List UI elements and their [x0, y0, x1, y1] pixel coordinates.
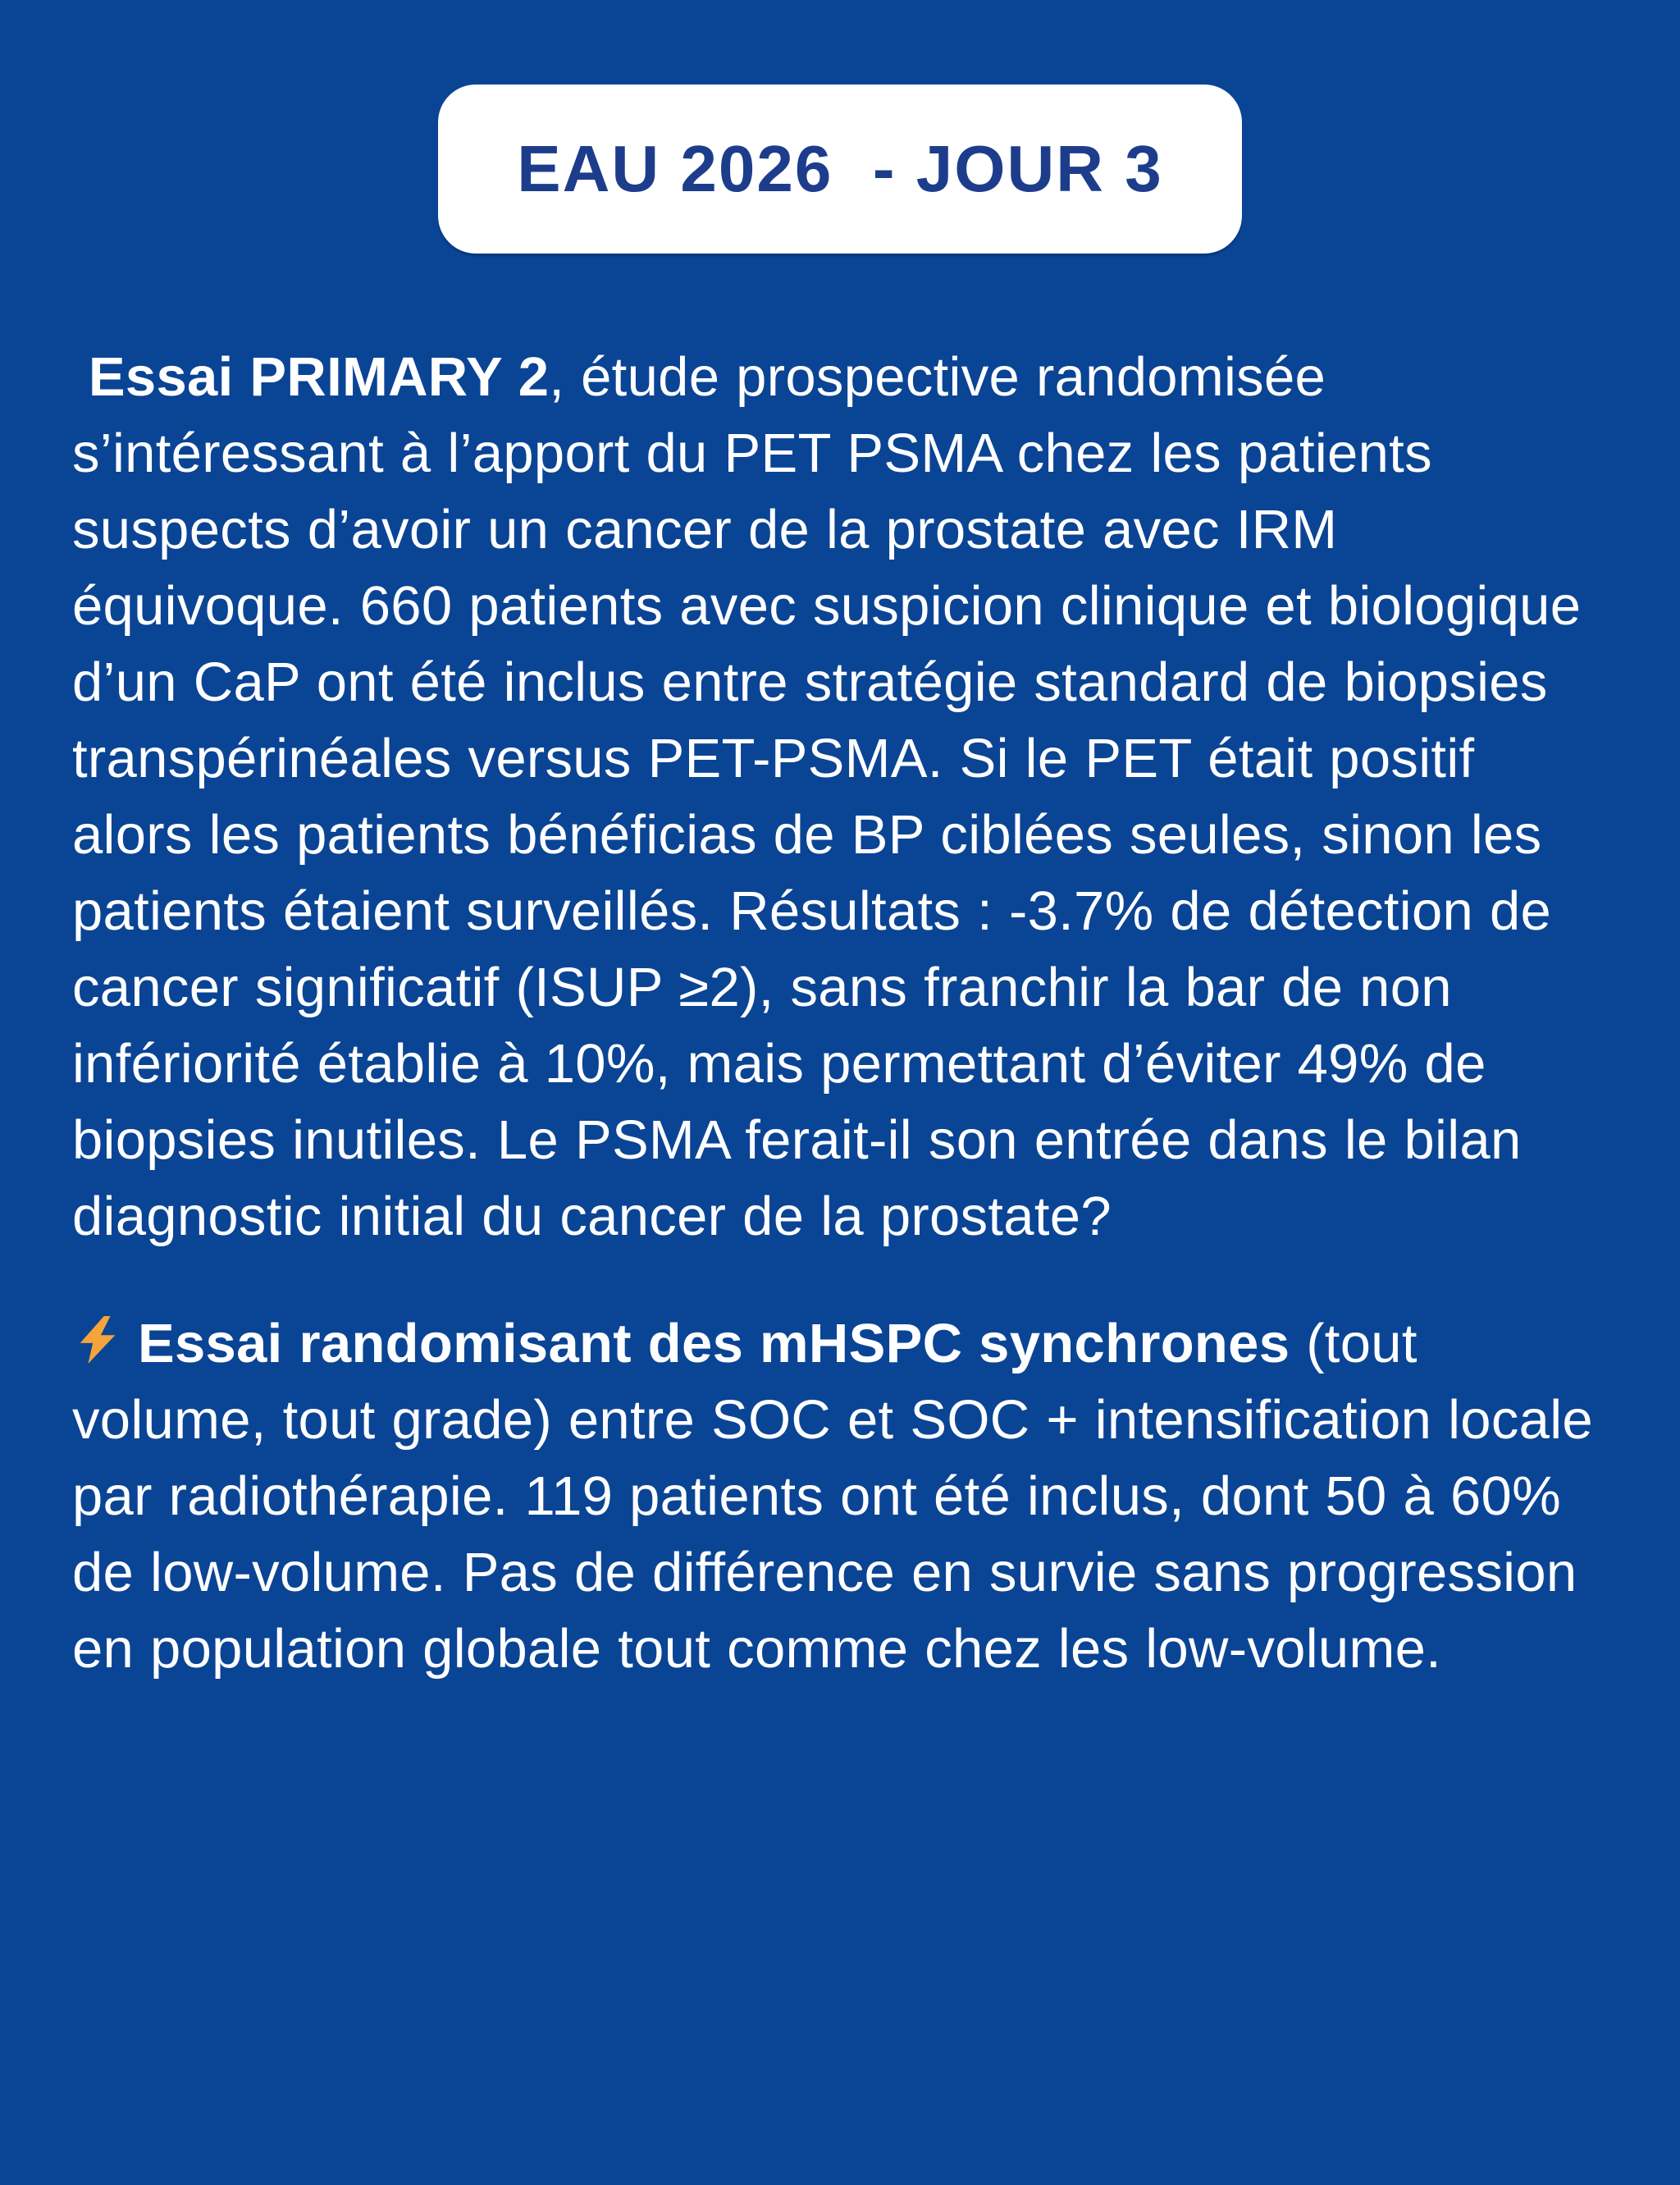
paragraph-primary2-lead: Essai PRIMARY 2 — [72, 346, 550, 408]
paragraph-mhspc-trial — [72, 1305, 1608, 1687]
lightning-icon — [72, 1310, 123, 1364]
paragraph-mhspc-lead: Essai randomisant des mHSPC synchrones — [138, 1313, 1290, 1374]
post-card — [0, 85, 1680, 1687]
paragraph-mhspc-text: (tout volume, tout grade) entre SOC et SOC + intensification locale par radiothérapie. 119 patients ont été inclus, dont 50 à 60% de low-volume. Pas de différence en survie sans progression en population globale tout comme chez les low-volume. — [72, 1313, 1609, 1680]
paragraph-primary2-text: , étude prospective randomisée s’intéressant à l’apport du PET PSMA chez les patients suspects d’avoir un cancer de la prostate avec IRM équivoque. 660 patients avec suspicion clinique et biologique d’un CaP ont été inclus entre stratégie standard de biopsies transpérinéales versus PET-PSMA. Si le PET était positif alors les patients bénéficias de BP ciblées seules, sinon les patients étaient surveillés. Résultats : -3.7% de détection de cancer significatif (ISUP ≥2), sans franchir la bar de non infériorité établie à 10%, mais permettant d’éviter 49% de biopsies inutiles. Le PSMA ferait-il son entrée dans le bilan diagnostic initial du cancer de la prostate? — [72, 346, 1598, 1247]
paragraph-primary2-trial — [72, 339, 1608, 1255]
header-badge-label: EAU 2026 - JOUR 3 — [517, 132, 1163, 205]
post-body — [0, 339, 1680, 1687]
header-badge — [438, 85, 1241, 254]
